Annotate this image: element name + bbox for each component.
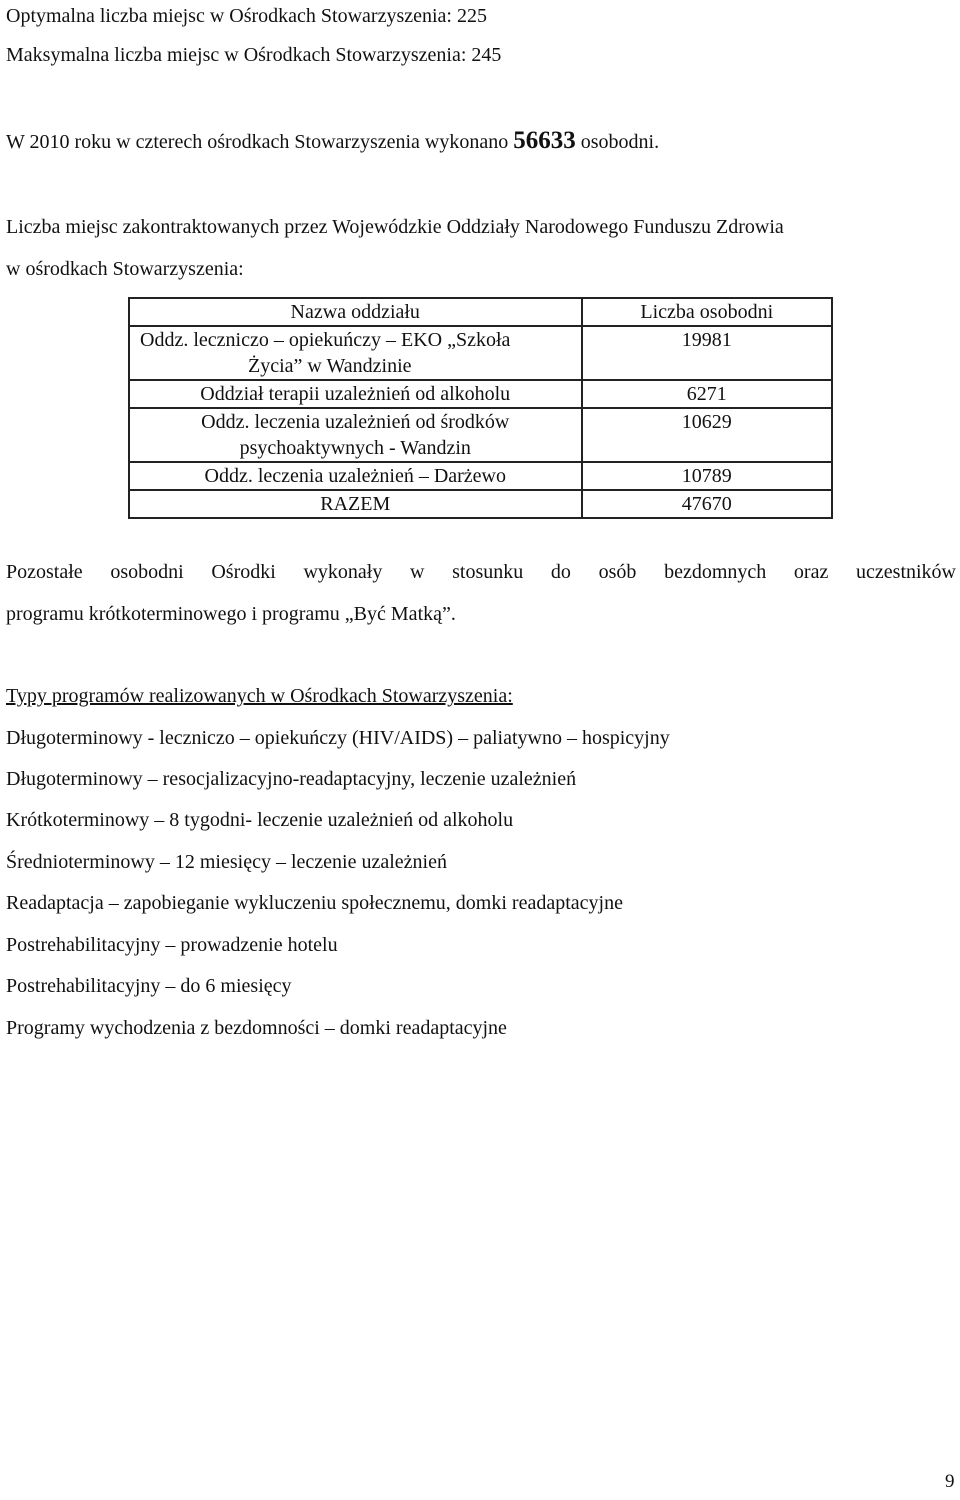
program-item: Postrehabilitacyjny – do 6 miesięcy	[6, 975, 292, 997]
table-row	[129, 408, 832, 462]
total-patient-days-suffix: osobodni.	[575, 131, 660, 153]
table-cell-name-line1: Oddz. leczenia uzależnień od środków	[201, 411, 510, 433]
table-total-row	[129, 490, 832, 518]
table-total-value: 47670	[582, 490, 833, 518]
page-number: 9	[945, 1471, 955, 1492]
total-patient-days-prefix: W 2010 roku w czterech ośrodkach Stowarzyszenia wykonano	[6, 131, 514, 153]
intro-line-2: w ośrodkach Stowarzyszenia:	[6, 258, 244, 280]
table-total-label: RAZEM	[129, 490, 582, 518]
remaining-days-line-1: Pozostałe osobodni Ośrodki wykonały w stosunku do osób bezdomnych oraz uczestników	[6, 561, 956, 583]
program-item: Średnioterminowy – 12 miesięcy – leczenie uzależnień	[6, 851, 447, 873]
program-item: Postrehabilitacyjny – prowadzenie hotelu	[6, 934, 338, 956]
contracted-days-table	[128, 297, 833, 519]
table-header-name: Nazwa oddziału	[129, 298, 582, 326]
program-item: Readaptacja – zapobieganie wykluczeniu społecznemu, domki readaptacyjne	[6, 892, 623, 914]
table-header-row	[129, 298, 832, 326]
program-item: Krótkoterminowy – 8 tygodni- leczenie uzależnień od alkoholu	[6, 809, 514, 831]
intro-line-1: Liczba miejsc zakontraktowanych przez Wojewódzkie Oddziały Narodowego Funduszu Zdrowia	[6, 216, 784, 238]
table-cell-name-line1: Oddz. leczniczo – opiekuńczy – EKO „Szkoła	[140, 329, 511, 351]
table-row	[129, 462, 832, 490]
total-patient-days-line	[6, 129, 659, 154]
table-row	[129, 380, 832, 408]
table-cell-name-line2: Życia” w Wandzinie	[248, 355, 412, 377]
programs-heading: Typy programów realizowanych w Ośrodkach Stowarzyszenia:	[6, 685, 513, 707]
table-cell-value: 6271	[582, 380, 833, 408]
table-cell-value: 10629	[582, 408, 833, 462]
table-row	[129, 326, 832, 380]
max-capacity-line: Maksymalna liczba miejsc w Ośrodkach Stowarzyszenia: 245	[6, 44, 502, 66]
table-cell-value: 19981	[582, 326, 833, 380]
remaining-days-line-2: programu krótkoterminowego i programu „Być Matką”.	[6, 603, 456, 625]
table-header-days: Liczba osobodni	[582, 298, 833, 326]
table-cell-name: Oddział terapii uzależnień od alkoholu	[129, 380, 582, 408]
table-cell-value: 10789	[582, 462, 833, 490]
total-patient-days-number: 56633	[513, 127, 576, 154]
program-item: Długoterminowy – resocjalizacyjno-readaptacyjny, leczenie uzależnień	[6, 768, 577, 790]
table-cell-name-line2: psychoaktywnych - Wandzin	[239, 437, 471, 459]
program-item: Programy wychodzenia z bezdomności – domki readaptacyjne	[6, 1017, 507, 1039]
table-cell-name	[129, 408, 582, 462]
table-cell-name	[129, 326, 582, 380]
optimal-capacity-line: Optymalna liczba miejsc w Ośrodkach Stowarzyszenia: 225	[6, 5, 487, 27]
table-cell-name: Oddz. leczenia uzależnień – Darżewo	[129, 462, 582, 490]
program-item: Długoterminowy - leczniczo – opiekuńczy (HIV/AIDS) – paliatywno – hospicyjny	[6, 727, 670, 749]
